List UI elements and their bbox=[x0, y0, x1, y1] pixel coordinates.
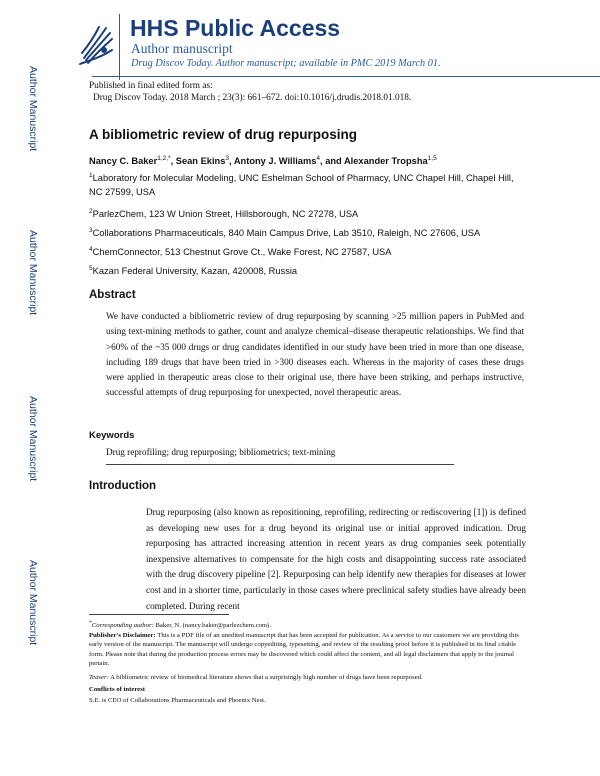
teaser-label: Teaser: bbox=[89, 674, 109, 681]
side-label-author-manuscript: Author Manuscript bbox=[27, 66, 39, 152]
affiliation-text: ChemConnector, 513 Chestnut Grove Ct., Wake Forest, NC 27587, USA bbox=[92, 247, 392, 258]
side-label-author-manuscript: Author Manuscript bbox=[27, 396, 39, 482]
affiliation bbox=[89, 262, 529, 278]
article-title: A bibliometric review of drug repurposing bbox=[89, 127, 358, 142]
introduction-heading: Introduction bbox=[89, 480, 157, 492]
affiliation bbox=[89, 169, 529, 199]
footnote-rule bbox=[89, 614, 229, 615]
side-label-author-manuscript: Author Manuscript bbox=[27, 560, 39, 646]
hhs-eagle-logo-icon bbox=[76, 20, 116, 68]
journal-availability-text: Drug Discov Today. Author manuscript; available in PMC 2019 March 01. bbox=[131, 58, 441, 69]
affiliation bbox=[89, 205, 529, 221]
introduction-text: Drug repurposing (also known as repositioning, reprofiling, redirecting or rediscovering [1]) is defined as developing new uses for a drug beyond its original use or initial approved indication. Drug repurposing has attracted increasing attention in recent years as drug companies seek potentially inexpensive alternatives to compensate for the high costs and disappointing success rate associated with the drug discovery pipeline [2]. Repurposing can help identify new therapies for diseases at lower cost and in a shorter time, particularly in those cases where preclinical safety studies have already been completed. During recent bbox=[146, 507, 526, 611]
affiliation-number: 2 bbox=[89, 208, 93, 215]
teaser-text: A bibliometric review of biomedical literature shows that a surprisingly high number of drugs have been repurposed. bbox=[108, 674, 423, 681]
published-label: Published in final edited form as: bbox=[89, 81, 213, 91]
affiliation-text: Kazan Federal University, Kazan, 420008, Russia bbox=[92, 266, 298, 277]
publisher-disclaimer bbox=[89, 631, 529, 668]
affiliation-text: ParlezChem, 123 W Union Street, Hillsborough, NC 27278, USA bbox=[92, 209, 359, 220]
affiliation-text: Laboratory for Molecular Modeling, UNC Eshelman School of Pharmacy, UNC Chapel Hill, Chapel Hill, NC 27599, USA bbox=[89, 173, 514, 198]
author-list bbox=[89, 155, 437, 166]
affiliation-number: 3 bbox=[89, 227, 93, 234]
author-name: Alexander Tropsha bbox=[343, 156, 428, 167]
header-divider bbox=[119, 14, 120, 80]
author-affiliation-sup: 3 bbox=[225, 155, 229, 162]
corresponding-text: Baker, N. (nancy.baker@parlezchem.com). bbox=[153, 622, 272, 630]
abstract-text: We have conducted a bibliometric review of drug repurposing by scanning >25 million papers in PubMed and using text-mining methods to gather, count and analyze chemical–disease therapeutic relationships. We find that >60% of the ~35 000 drugs or drug candidates identified in our study have been tried in more than one disease, including 189 drugs that have been tried in >300 diseases each. Whereas in the majority of cases these drugs were applied in therapeutic areas close to their original use, there have been striking, and perhaps instructive, successful attempts of drug repurposing for unexpected, novel therapeutic areas. bbox=[106, 311, 524, 398]
teaser-note bbox=[89, 673, 529, 682]
journal-availability-line bbox=[131, 58, 441, 69]
conflicts-text: S.E. is CEO of Collaborations Pharmaceuticals and Phoenix Nest. bbox=[89, 697, 266, 704]
keywords-heading: Keywords bbox=[89, 430, 135, 441]
affiliation-text: Collaborations Pharmaceuticals, 840 Main Campus Drive, Lab 3510, Raleigh, NC 27606, USA bbox=[92, 228, 481, 239]
corresponding-author-note bbox=[89, 619, 529, 631]
author-affiliation-sup: 1,2,* bbox=[157, 155, 171, 162]
affiliation bbox=[89, 243, 529, 259]
author-name: Nancy C. Baker bbox=[89, 156, 158, 167]
conflicts-heading-text: Conflicts of interest bbox=[89, 686, 145, 693]
affiliation-number: 5 bbox=[89, 265, 93, 272]
author-separator: , bbox=[170, 156, 176, 167]
disclaimer-label: Publisher's Disclaimer: bbox=[89, 632, 156, 639]
conflicts-heading bbox=[89, 685, 529, 694]
author-separator: , bbox=[229, 156, 234, 167]
disclaimer-text: This is a PDF file of an unedited manuscript that has been accepted for publication. As a service to our customers we are providing this early version of the manuscript. The manuscript will undergo copyediting, typesetting, and review of the resulting proof before it is published in its final citable form. Please note that during the production process errors may be discovered which could affect the content, and all legal disclaimers that apply to the journal pertain. bbox=[89, 632, 519, 667]
abstract-heading: Abstract bbox=[89, 289, 136, 301]
affiliation bbox=[89, 224, 529, 240]
header-rule bbox=[92, 76, 600, 77]
author-name: Sean Ekins bbox=[175, 156, 226, 167]
side-label-author-manuscript: Author Manuscript bbox=[27, 230, 39, 316]
corresponding-label: Corresponding author: bbox=[91, 622, 154, 630]
footnote-mark: * bbox=[89, 620, 92, 626]
author-affiliation-sup: 4 bbox=[316, 155, 321, 162]
author-affiliation-sup: 1,5 bbox=[427, 155, 437, 162]
citation-line: Drug Discov Today. 2018 March ; 23(3): 661–672. doi:10.1016/j.drudis.2018.01.018. bbox=[93, 93, 412, 103]
keywords-rule bbox=[106, 464, 454, 465]
hhs-public-access-title: HHS Public Access bbox=[130, 15, 341, 41]
author-name: Antony J. Williams bbox=[233, 156, 317, 167]
affiliation-number: 1 bbox=[89, 172, 93, 179]
keywords-text: Drug reprofiling; drug repurposing; bibliometrics; text-mining bbox=[106, 447, 336, 457]
published-info bbox=[89, 80, 411, 104]
author-manuscript-subtitle: Author manuscript bbox=[131, 41, 233, 56]
affiliation-number: 4 bbox=[89, 246, 93, 253]
author-separator: , and bbox=[320, 156, 344, 167]
